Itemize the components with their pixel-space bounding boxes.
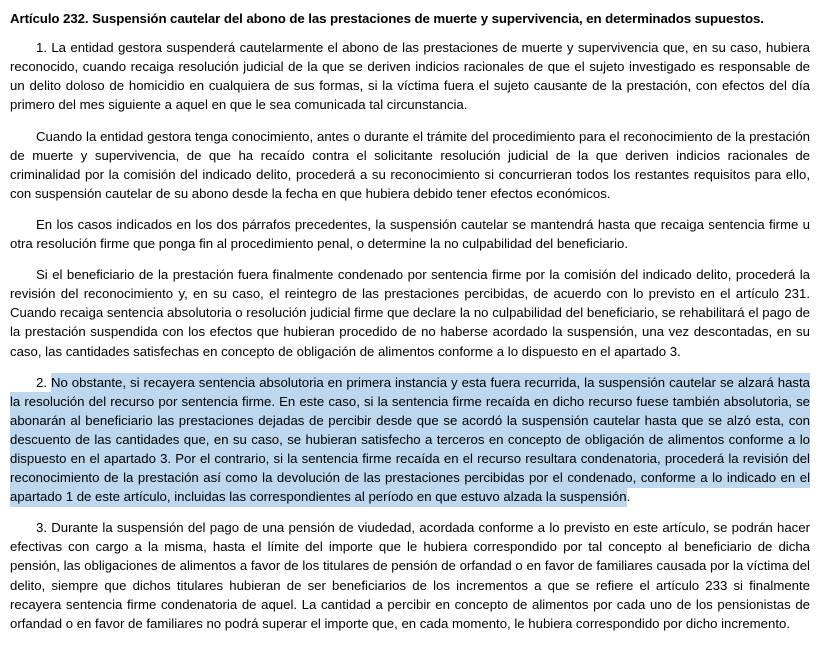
paragraph-1 [10,38,810,114]
paragraph-3 [10,215,810,253]
paragraph-2 [10,127,810,203]
paragraph-4-text: Si el beneficiario de la prestación fuera finalmente condenado por sentencia firme por la comisión del indicado delito, procederá la revisión del reconocimiento y, en su caso, el reintegro de las prestaciones percibidas, de acuerdo con lo previsto en el artículo 231. Cuando recaiga sentencia absolutoria o resolución judicial firme que declare la no culpabilidad del beneficiario, se rehabilitará el pago de la prestación suspendida con los efectos que hubieran procedido de no haberse acordado la suspensión, una vez descontadas, en su caso, las cantidades satisfechas en concepto de obligación de alimentos conforme a lo dispuesto en el apartado 3. [10,267,810,359]
paragraph-6-text: 3. Durante la suspensión del pago de una pensión de viudedad, acordada conforme a lo previsto en este artículo, se podrán hacer efectivas con cargo a la misma, hasta el límite del importe que le hubiera correspondido por tal concepto al beneficiario de dicha pensión, las obligaciones de alimentos a favor de los titulares de pensión de orfandad o en favor de familiares causada por la víctima del delito, siempre que dichos titulares hubieran de ser beneficiarios de los incrementos a que se refiere el artículo 233 si finalmente recayera sentencia firme condenatoria de aquel. La cantidad a percibir en concepto de alimentos por cada uno de los pensionistas de orfandad o en favor de familiares no podrá superar el importe que, en cada momento, le hubiera correspondido por dicho incremento. [10,520,810,631]
paragraph-1-text: 1. La entidad gestora suspenderá cautelarmente el abono de las prestaciones de muerte y supervivencia que, en su caso, hubiera reconocido, cuando recaiga resolución judicial de la que se deriven indicios racionales de que el sujeto investigado es responsable de un delito doloso de homicidio en cualquiera de sus formas, si la víctima fuera el sujeto causante de la prestación, con efectos del día primero del mes siguiente a aquel en que le sea comunicada tal circunstancia. [10,40,810,113]
paragraph-2-text: Cuando la entidad gestora tenga conocimiento, antes o durante el trámite del procedimiento para el reconocimiento de la prestación de muerte y supervivencia, de que ha recaído contra el solicitante resolución judicial de la que deriven indicios racionales de criminalidad por la comisión del indicado delito, procederá a su reconocimiento si concurrieran todos los restantes requisitos para ello, con suspensión cautelar de su abono desde la fecha en que hubiera debido tener efectos económicos. [10,128,810,201]
paragraph-4 [10,265,810,360]
paragraph-5-number: 2. [36,374,51,390]
text-highlight-selection[interactable]: No obstante, si recayera sentencia absolutoria en primera instancia y esta fuera recurrida, la suspensión cautelar se alzará hasta la resolución del recurso por sentencia firme. En este caso, si la sentencia firme recaída en dicho recurso fuese también absolutoria, se abonarán al beneficiario las prestaciones dejadas de percibir desde que se acordó la suspensión cautelar hasta que se alzó esta, con descuento de las cantidades que, en su caso, se hubieran satisfecho a terceros en concepto de obligación de alimentos conforme a lo dispuesto en el apartado 3. Por el contrario, si la sentencia firme recaída en el recurso resultara condenatoria, procederá la revisión del reconocimiento de la prestación así como la devolución de las prestaciones percibidas por el condenado, conforme a lo indicado en el apartado 1 de este artículo, incluidas las correspondientes al período en que estuvo alzada la suspensión [10,373,810,508]
paragraph-6 [10,518,810,633]
paragraph-5-highlighted [10,373,810,507]
paragraph-5-suffix: . [626,489,631,505]
paragraph-3-text: En los casos indicados en los dos párrafos precedentes, la suspensión cautelar se mantendrá hasta que recaiga sentencia firme u otra resolución firme que ponga fin al procedimiento penal, o determine la no culpabilidad del beneficiario. [10,216,810,252]
page-title: Artículo 232. Suspensión cautelar del abono de las prestaciones de muerte y supervivencia, en determinados supuestos. [10,11,764,26]
